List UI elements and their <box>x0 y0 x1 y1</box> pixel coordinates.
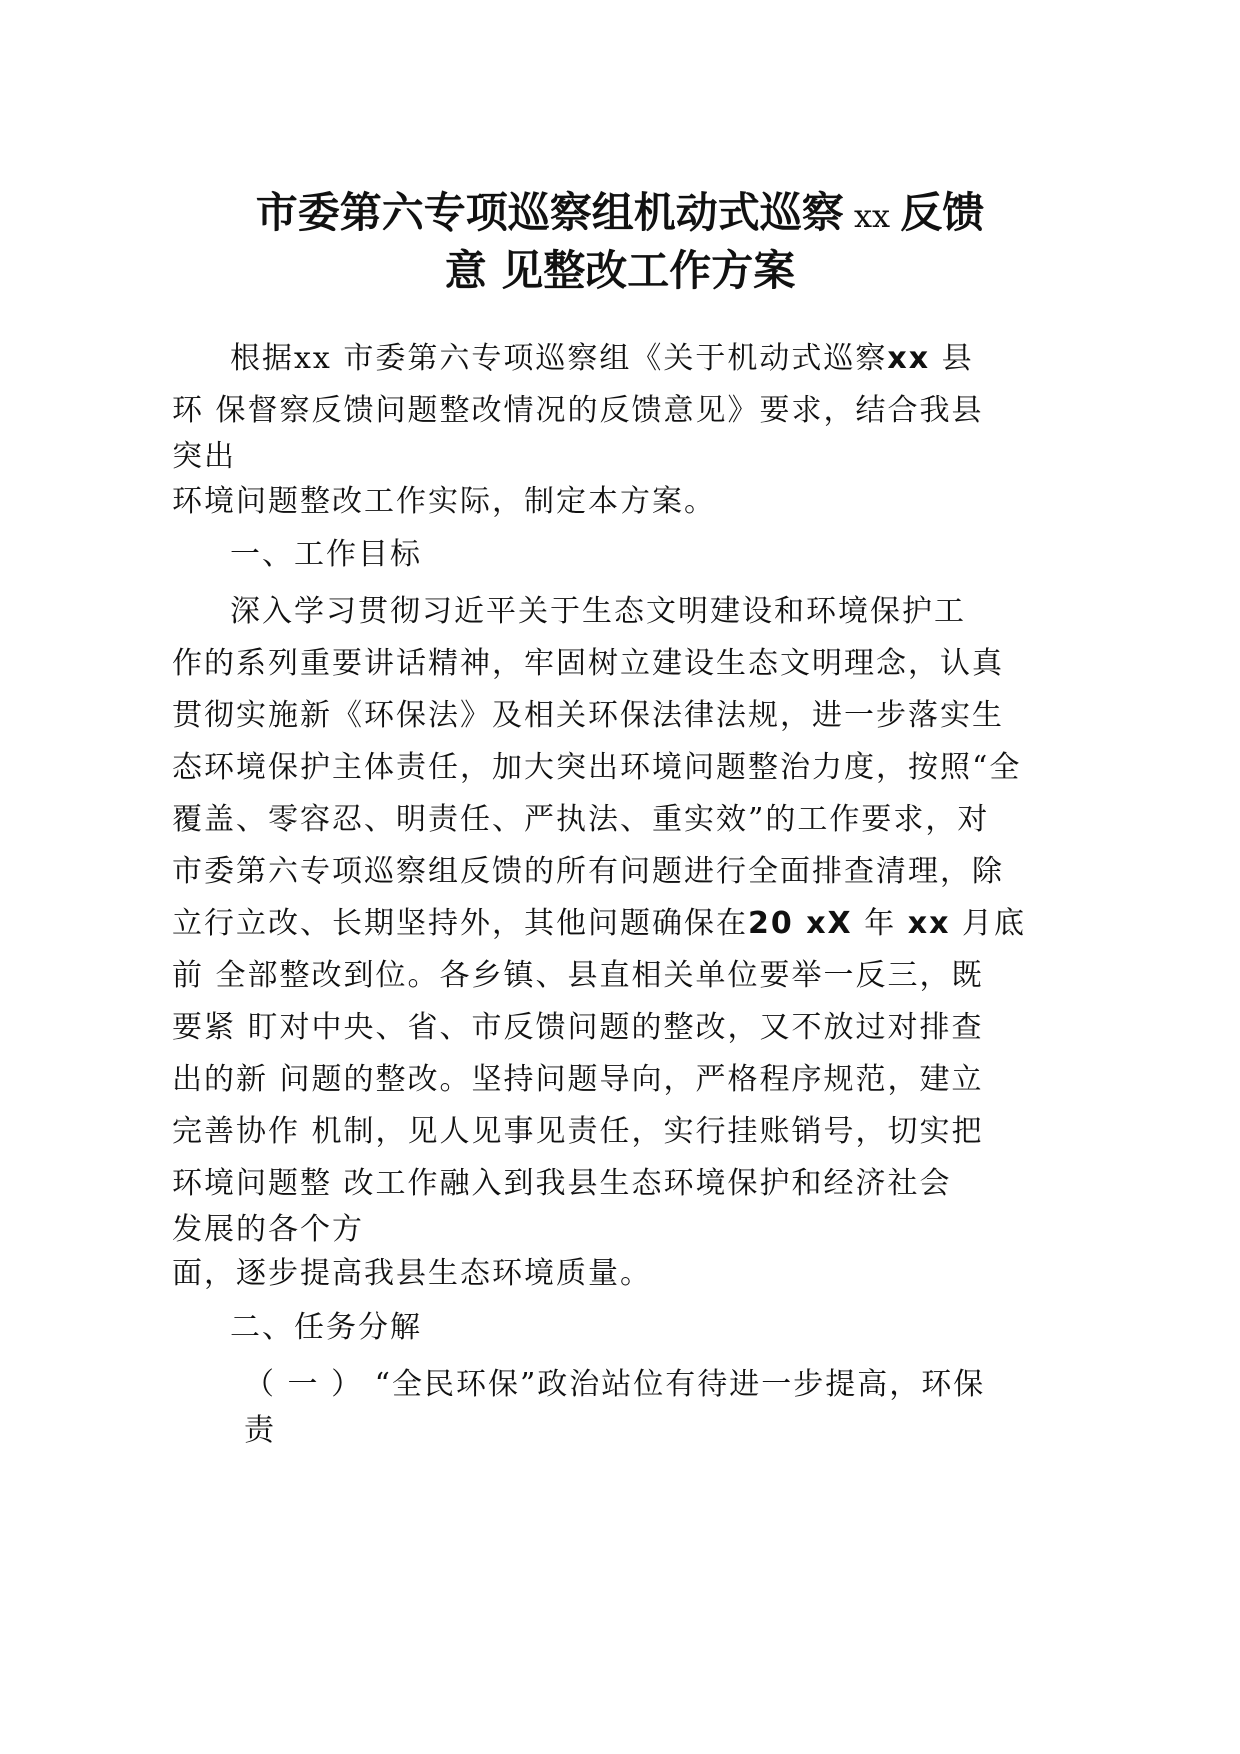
section-1-line-7-text-a: 立行立改、长期坚持外，其他问题确保在 <box>172 906 748 941</box>
section-1-line-7-bold-month: xx <box>907 906 951 941</box>
intro-line-2: 环 保督察反馈问题整改情况的反馈意见》要求，结合我县 <box>172 393 984 428</box>
section-1-line-12: 环境问题整 改工作融入到我县生态环境保护和经济社会 <box>172 1166 952 1201</box>
intro-line-1-text-a: 根据xx 市委第六专项巡察组《关于机动式巡察 <box>230 341 888 376</box>
document-title-line-2: 意 见整改工作方案 <box>444 246 796 295</box>
section-1-line-1: 深入学习贯彻习近平关于生态文明建设和环境保护工 <box>230 594 966 629</box>
title-text-part-1: 市委第六专项巡察组机动式巡察 <box>255 188 844 237</box>
section-1-line-7-text-c: 月底 <box>950 906 1027 941</box>
document-title-line-1 <box>150 188 1090 237</box>
section-1-line-11: 完善协作 机制，见人见事见责任，实行挂账销号，切实把 <box>172 1114 984 1149</box>
section-1-line-4: 态环境保护主体责任，加大突出环境问题整治力度，按照“全 <box>172 750 1022 785</box>
intro-line-1-text-b: 县 <box>930 341 974 376</box>
section-2-heading: 二、任务分解 <box>230 1310 422 1345</box>
section-1-heading: 一、工作目标 <box>230 537 422 572</box>
section-1-line-8: 前 全部整改到位。各乡镇、县直相关单位要举一反三，既 <box>172 958 984 993</box>
section-1-line-9: 要紧 盯对中央、省、市反馈问题的整改，又不放过对排查 <box>172 1010 984 1045</box>
section-1-line-5: 覆盖、零容忍、明责任、严执法、重实效”的工作要求，对 <box>172 802 990 837</box>
section-1-line-7-text-b: 年 <box>852 906 908 941</box>
intro-line-4: 环境问题整改工作实际，制定本方案。 <box>172 484 716 519</box>
title-text-part-2: 反馈 <box>900 188 985 237</box>
section-2-item-1-line-2: 责 <box>244 1413 276 1448</box>
title-text-latin: xx <box>843 197 901 235</box>
section-2-item-1-line-1: （ 一 ） “全民环保”政治站位有待进一步提高，环保 <box>244 1367 986 1402</box>
intro-line-1 <box>230 341 974 376</box>
section-1-line-7 <box>172 906 1027 941</box>
section-1-line-14: 面，逐步提高我县生态环境质量。 <box>172 1256 652 1291</box>
section-1-line-3: 贯彻实施新《环保法》及相关环保法律法规，进一步落实生 <box>172 698 1004 733</box>
section-1-line-13: 发展的各个方 <box>172 1212 364 1247</box>
section-1-line-2: 作的系列重要讲话精神，牢固树立建设生态文明理念，认真 <box>172 646 1004 681</box>
section-1-line-6: 市委第六专项巡察组反馈的所有问题进行全面排查清理，除 <box>172 854 1004 889</box>
intro-line-1-bold: xx <box>887 341 931 376</box>
section-1-line-10: 出的新 问题的整改。坚持问题导向，严格程序规范，建立 <box>172 1062 984 1097</box>
intro-line-3: 突出 <box>172 439 236 474</box>
section-1-line-7-bold-year: 20 xX <box>748 906 853 941</box>
